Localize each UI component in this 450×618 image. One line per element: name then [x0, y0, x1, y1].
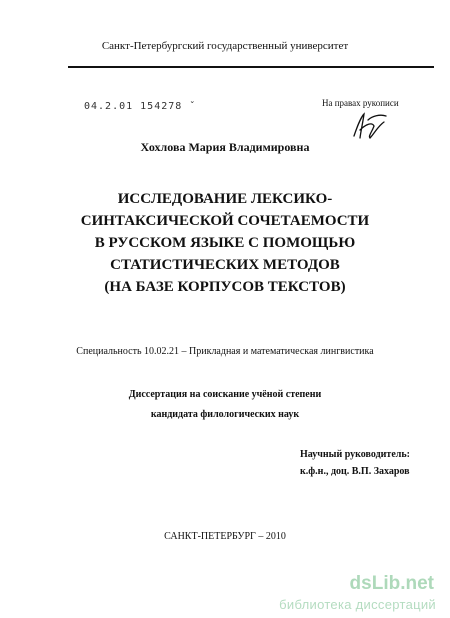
title-line: ИССЛЕДОВАНИЕ ЛЕКСИКО-	[117, 191, 333, 207]
supervisor-label: Научный руководитель:	[300, 449, 410, 460]
watermark-logo: dsLib.net	[349, 573, 434, 594]
degree-line: кандидата филологических наук	[150, 409, 300, 420]
registration-stamp: 04.2.01 154278 ˇ	[84, 101, 197, 112]
title-line: СТАТИСТИЧЕСКИХ МЕТОДОВ	[110, 257, 340, 273]
supervisor-name: к.ф.н., доц. В.П. Захаров	[300, 466, 410, 477]
author-name: Хохлова Мария Владимировна	[140, 140, 310, 154]
city-year: САНКТ-ПЕТЕРБУРГ – 2010	[164, 531, 286, 542]
dissertation-title	[0, 188, 450, 298]
rights-note: На правах рукописи	[322, 98, 399, 108]
university-name: Санкт-Петербургский государственный университет	[101, 40, 349, 52]
handwritten-signature	[350, 110, 390, 144]
watermark-subtitle: библиотека диссертаций	[279, 597, 436, 612]
title-line: (НА БАЗЕ КОРПУСОВ ТЕКСТОВ)	[104, 279, 346, 295]
title-line: СИНТАКСИЧЕСКОЙ СОЧЕТАЕМОСТИ	[80, 213, 370, 229]
title-line: В РУССКОМ ЯЗЫКЕ С ПОМОЩЬЮ	[94, 235, 356, 251]
degree-statement	[0, 385, 450, 425]
degree-line: Диссертация на соискание учёной степени	[128, 389, 322, 400]
supervisor-block	[300, 446, 410, 480]
specialty: Специальность 10.02.21 – Прикладная и математическая лингвистика	[76, 346, 374, 357]
header-divider	[68, 66, 434, 68]
